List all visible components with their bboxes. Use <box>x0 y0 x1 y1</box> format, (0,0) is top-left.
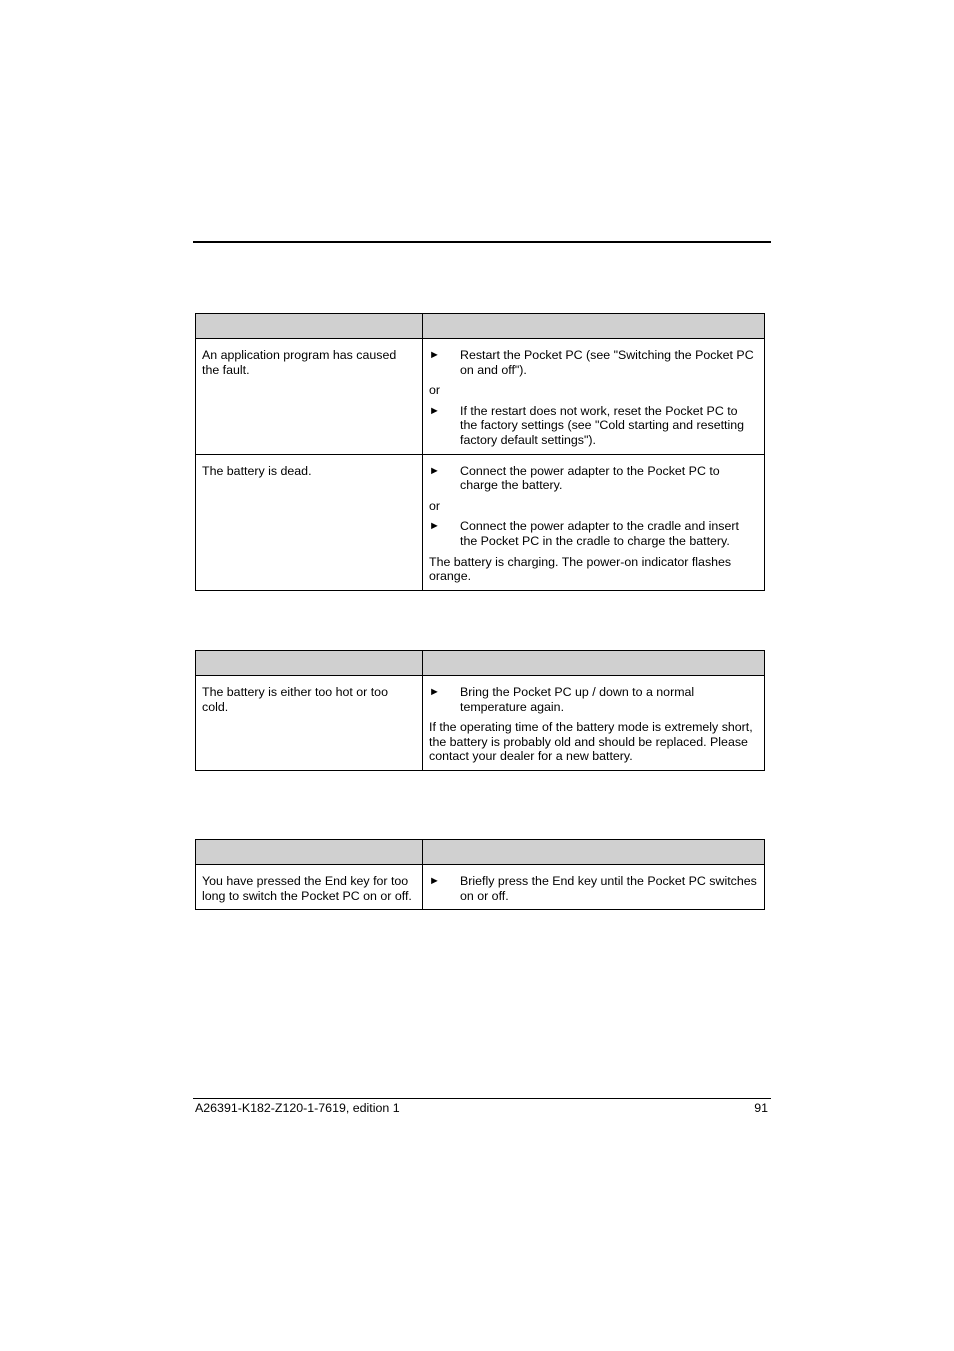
solution-step <box>429 348 758 377</box>
solution-step <box>429 874 758 903</box>
table-row <box>196 339 765 455</box>
cause-cell: The battery is either too hot or too cold. <box>196 676 423 771</box>
table-row <box>196 454 765 590</box>
solution-step <box>429 464 758 493</box>
table-row <box>196 676 765 771</box>
step-text: If the restart does not work, reset the Pocket PC to the factory settings (see "Cold starting and resetting factory default settings"). <box>460 403 745 447</box>
arrow-bullet-icon: ► <box>429 875 440 887</box>
solution-cell <box>423 454 765 590</box>
troubleshooting-table-2 <box>195 650 765 771</box>
cause-cell: You have pressed the End key for too long to switch the Pocket PC on or off. <box>196 865 423 910</box>
step-text: Briefly press the End key until the Pocket PC switches on or off. <box>460 874 757 903</box>
arrow-bullet-icon: ► <box>429 349 440 361</box>
page-number: 91 <box>754 1101 768 1115</box>
solution-note: or <box>429 383 441 398</box>
solution-note: The battery is charging. The power-on indicator flashes orange. <box>429 554 732 584</box>
solution-cell <box>423 339 765 455</box>
troubleshooting-table-1 <box>195 313 765 591</box>
step-text: Restart the Pocket PC (see "Switching the Pocket PC on and off"). <box>460 348 754 377</box>
arrow-bullet-icon: ► <box>429 404 440 417</box>
solution-note: If the operating time of the battery mode is extremely short, the battery is probably old and should be replaced. Please contact your dealer for a new battery. <box>429 720 753 764</box>
header-cell-solution <box>423 651 765 676</box>
solution-step <box>429 685 758 714</box>
arrow-bullet-icon: ► <box>429 686 440 698</box>
solution-cell <box>423 865 765 910</box>
header-cell-cause <box>196 840 423 865</box>
troubleshooting-table-3 <box>195 839 765 910</box>
footer-doc-id: A26391-K182-Z120-1-7619, edition 1 <box>195 1101 400 1115</box>
table-header-row <box>196 840 765 865</box>
cause-cell: The battery is dead. <box>196 454 423 590</box>
arrow-bullet-icon: ► <box>429 520 440 533</box>
header-cell-cause <box>196 314 423 339</box>
header-rule <box>193 241 771 243</box>
solution-note: or <box>429 498 441 513</box>
table-row <box>196 865 765 910</box>
solution-step <box>429 519 758 548</box>
header-cell-solution <box>423 314 765 339</box>
solution-cell <box>423 676 765 771</box>
step-text: Connect the power adapter to the Pocket PC to charge the battery. <box>460 463 720 493</box>
arrow-bullet-icon: ► <box>429 464 440 477</box>
table-header-row <box>196 314 765 339</box>
header-cell-cause <box>196 651 423 676</box>
footer-rule <box>193 1098 771 1099</box>
table-header-row <box>196 651 765 676</box>
header-cell-solution <box>423 840 765 865</box>
cause-cell: An application program has caused the fault. <box>196 339 423 455</box>
solution-step <box>429 404 758 448</box>
step-text: Bring the Pocket PC up / down to a normal temperature again. <box>460 685 695 714</box>
step-text: Connect the power adapter to the cradle and insert the Pocket PC in the cradle to charge the battery. <box>460 519 739 548</box>
